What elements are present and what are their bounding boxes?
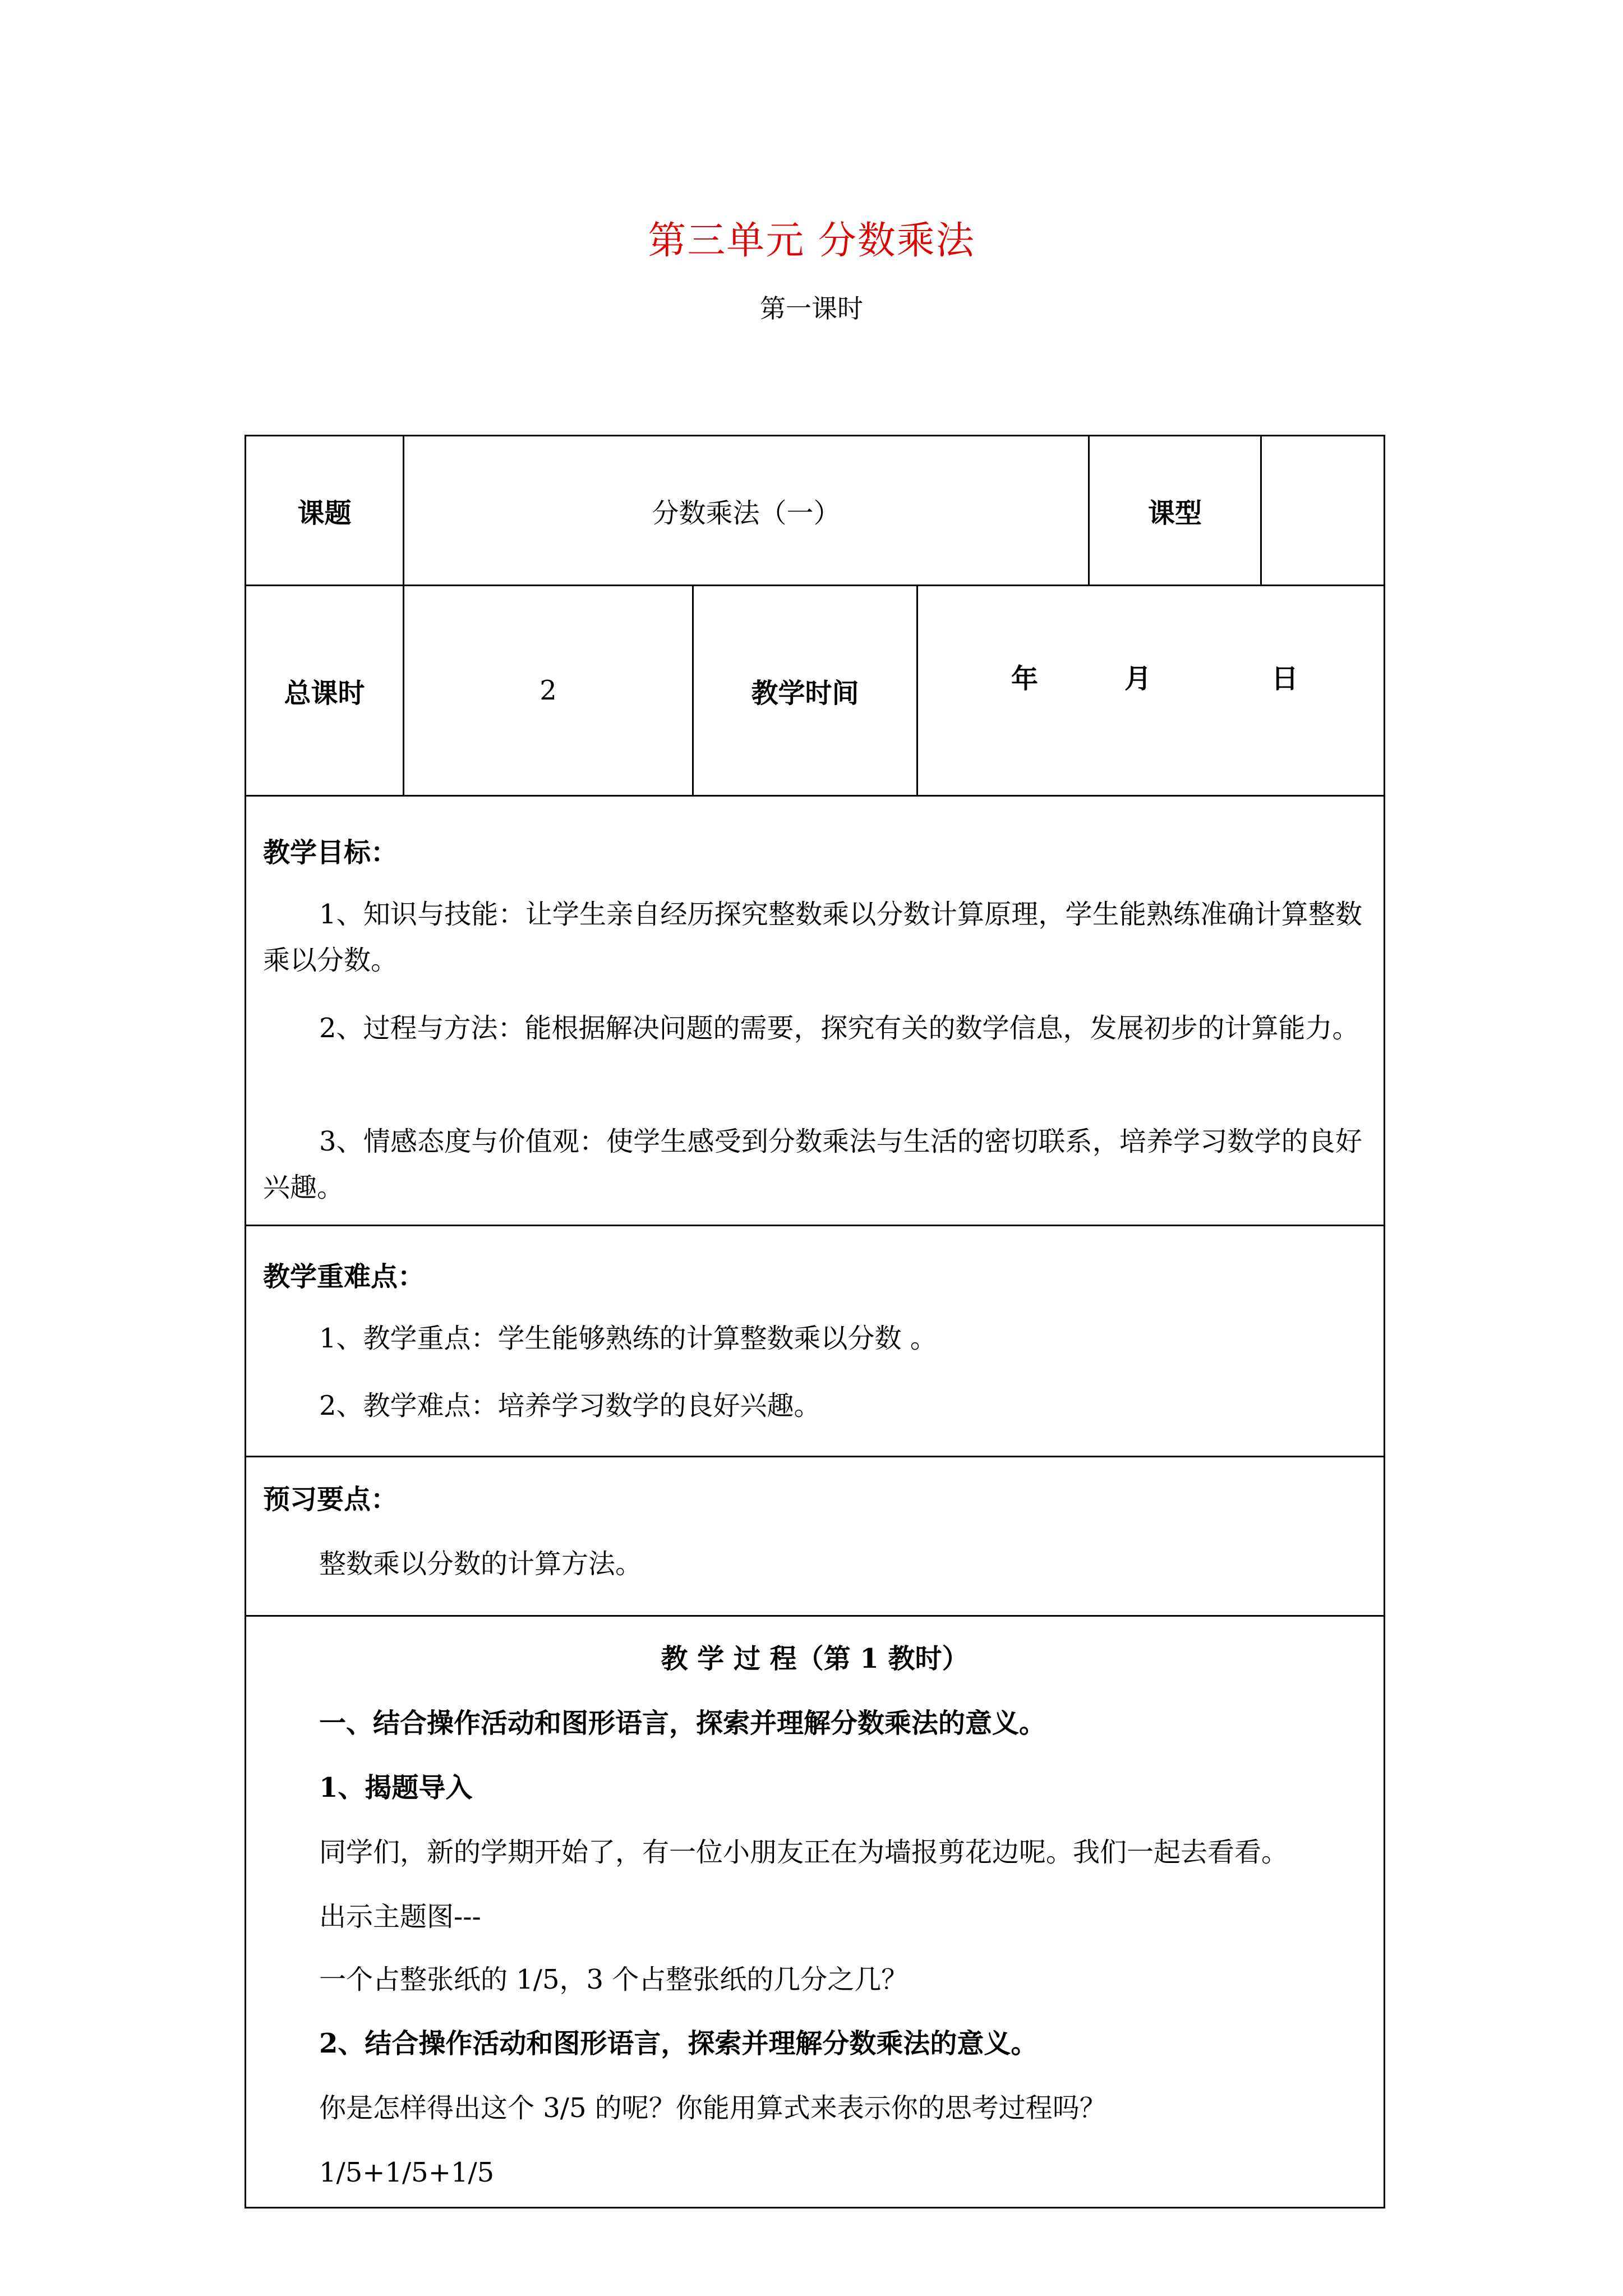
total-hours-label: 总课时: [284, 677, 365, 709]
time-label-cell: [692, 585, 918, 797]
preview-text: 整数乘以分数的计算方法。: [319, 1548, 643, 1580]
objectives-section: [245, 795, 1385, 1226]
process-heading: 教 学 过 程（第 1 教时）: [661, 1643, 969, 1674]
process-text-3: 一个占整张纸的 1/5，3 个占整张纸的几分之几？: [319, 1964, 909, 1995]
process-text-2: 出示主题图---: [319, 1901, 481, 1932]
key-points-section: [245, 1225, 1385, 1457]
objectives-heading: 教学目标：: [263, 837, 398, 868]
process-text-5: 1/5+1/5+1/5: [319, 2157, 495, 2188]
page-subtitle: 第一课时: [760, 293, 863, 324]
date-month-label: 月: [1124, 663, 1152, 694]
type-label: 课型: [1147, 497, 1202, 529]
date-day-label: 日: [1271, 663, 1299, 694]
type-label-cell: [1088, 435, 1262, 586]
process-step-2: 2、结合操作活动和图形语言，探索并理解分数乘法的意义。: [319, 2028, 1038, 2059]
process-text-1: 同学们，新的学期开始了，有一位小朋友正在为墙报剪花边呢。我们一起去看看。: [319, 1837, 1289, 1868]
process-section: [245, 1615, 1385, 2208]
objective-item-2: 2、过程与方法：能根据解决问题的需要，探究有关的数学信息，发展初步的计算能力。: [319, 1013, 1359, 1044]
process-section-1-title: 一、结合操作活动和图形语言，探索并理解分数乘法的意义。: [319, 1708, 1046, 1739]
preview-section: [245, 1456, 1385, 1617]
topic-value: 分数乘法（一）: [652, 497, 841, 529]
topic-label-cell: [245, 435, 404, 586]
type-value-cell: [1260, 435, 1385, 586]
key-point-2: 2、教学难点：培养学习数学的良好兴趣。: [319, 1390, 821, 1421]
objective-item-3: 3、情感态度与价值观：使学生感受到分数乘法与生活的密切联系，培养学习数学的良好兴趣。: [263, 1126, 1362, 1203]
process-step-1: 1、揭题导入: [319, 1772, 473, 1803]
topic-value-cell: [403, 435, 1090, 586]
key-point-1: 1、教学重点：学生能够熟练的计算整数乘以分数 。: [319, 1323, 937, 1354]
date-year-label: 年: [1011, 663, 1039, 694]
topic-label: 课题: [297, 497, 352, 529]
total-label-cell: [245, 585, 404, 797]
process-text-4: 你是怎样得出这个 3/5 的呢？你能用算式来表示你的思考过程吗？: [319, 2092, 1106, 2124]
teaching-time-label: 教学时间: [751, 677, 859, 709]
total-value-cell: [403, 585, 694, 797]
date-cell: [916, 585, 1385, 797]
preview-heading: 预习要点：: [263, 1484, 398, 1515]
objective-item-1: 1、知识与技能：让学生亲自经历探究整数乘以分数计算原理，学生能熟练准确计算整数乘以分数。: [263, 899, 1362, 976]
page-title: 第三单元 分数乘法: [648, 219, 975, 263]
key-points-heading: 教学重难点：: [263, 1261, 425, 1292]
total-hours-value: 2: [540, 675, 557, 706]
